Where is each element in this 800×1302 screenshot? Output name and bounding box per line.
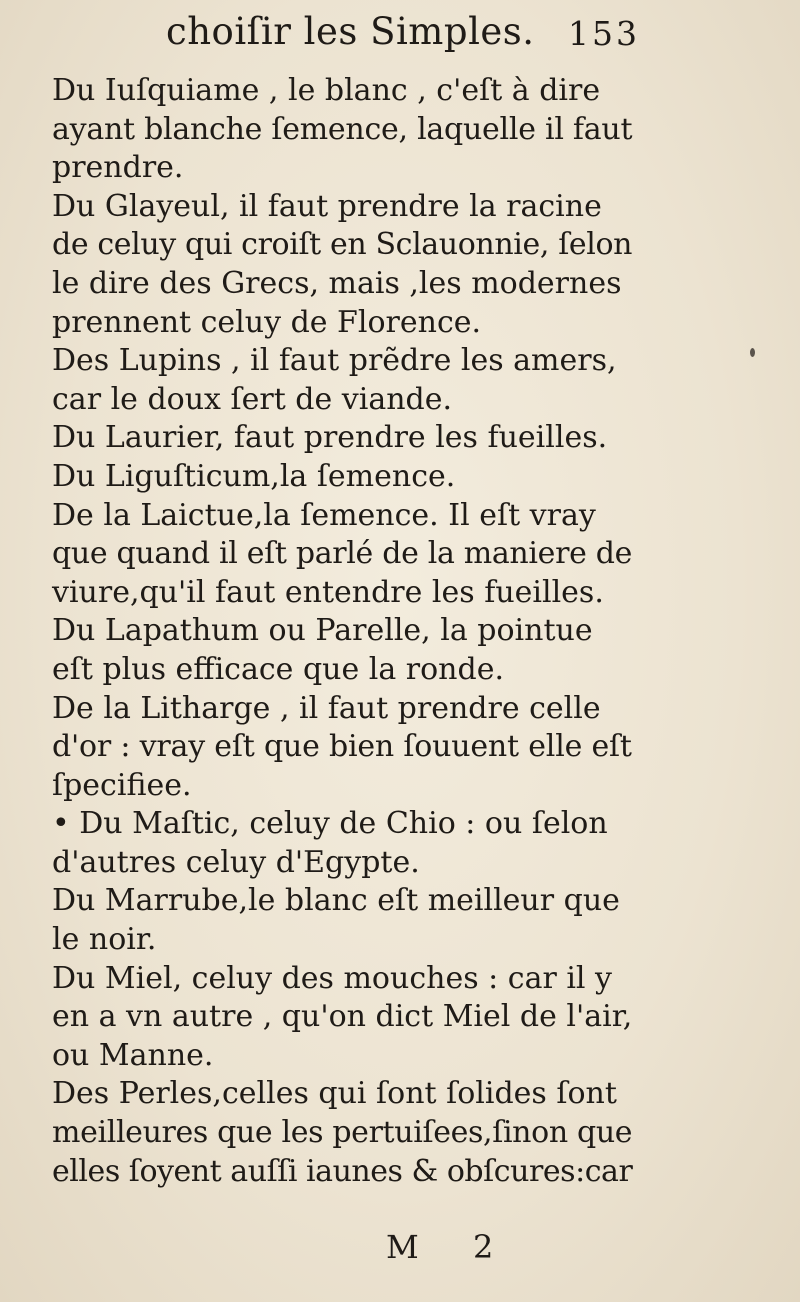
text-line: • Du Maſtic, celuy de Chio : ou ſelon bbox=[52, 806, 608, 842]
text-line: le noir. bbox=[52, 922, 157, 958]
page-header bbox=[0, 10, 800, 60]
text-line: de celuy qui croiſt en Sclauonnie, ſelon bbox=[52, 227, 633, 263]
ink-speck bbox=[750, 348, 755, 357]
text-line: prennent celuy de Florence. bbox=[52, 304, 482, 340]
text-line: Du Laurier, faut prendre les fueilles. bbox=[52, 420, 608, 456]
text-line: en a vn autre , qu'on dict Miel de l'air, bbox=[52, 999, 633, 1035]
page-number: 153 bbox=[568, 14, 640, 53]
text-line: Du Marrube,le blanc eſt meilleur que bbox=[52, 883, 620, 919]
text-line: Des Lupins , il faut prẽdre les amers, bbox=[52, 343, 617, 379]
signature-mark: M 2 bbox=[386, 1228, 516, 1266]
text-line: d'or : vray eſt que bien ſouuent elle eſt bbox=[52, 729, 632, 765]
text-line: prendre. bbox=[52, 150, 184, 186]
text-line: Du Glayeul, il faut prendre la racine bbox=[52, 188, 602, 224]
text-line: Du Iuſquiame , le blanc , c'eſt à dire bbox=[52, 73, 601, 108]
text-line: le dire des Grecs, mais ,les modernes bbox=[52, 265, 622, 301]
text-line: Du Lapathum ou Parelle, la pointue bbox=[52, 613, 593, 649]
text-line: Du Miel, celuy des mouches : car il y bbox=[52, 960, 613, 996]
body-text bbox=[52, 72, 632, 1191]
text-line: De la Litharge , il faut prendre celle bbox=[52, 690, 601, 726]
text-line: De la Laictue,la ſemence. Il eſt vray bbox=[52, 497, 596, 533]
text-line: Du Liguſticum,la ſemence. bbox=[52, 458, 456, 494]
text-line: ou Manne. bbox=[52, 1037, 214, 1073]
text-line: que quand il eſt parlé de la maniere de bbox=[52, 536, 633, 572]
text-line: ayant blanche ſemence, laquelle il faut bbox=[52, 111, 633, 147]
text-line: d'autres celuy d'Egypte. bbox=[52, 844, 420, 880]
text-line: viure,qu'il faut entendre les fueilles. bbox=[52, 574, 604, 610]
text-line: elles ſoyent auſſi iaunes & obſcures:car bbox=[52, 1153, 633, 1189]
text-line: Des Perles,celles qui ſont ſolides ſont bbox=[52, 1076, 617, 1112]
text-line: ſpecifiee. bbox=[52, 767, 192, 803]
text-line: meilleures que les pertuiſees,ſinon que bbox=[52, 1115, 633, 1151]
text-line: eſt plus efficace que la ronde. bbox=[52, 651, 504, 687]
text-line: car le doux ſert de viande. bbox=[52, 381, 453, 417]
running-head: choiſir les Simples. bbox=[166, 10, 535, 53]
